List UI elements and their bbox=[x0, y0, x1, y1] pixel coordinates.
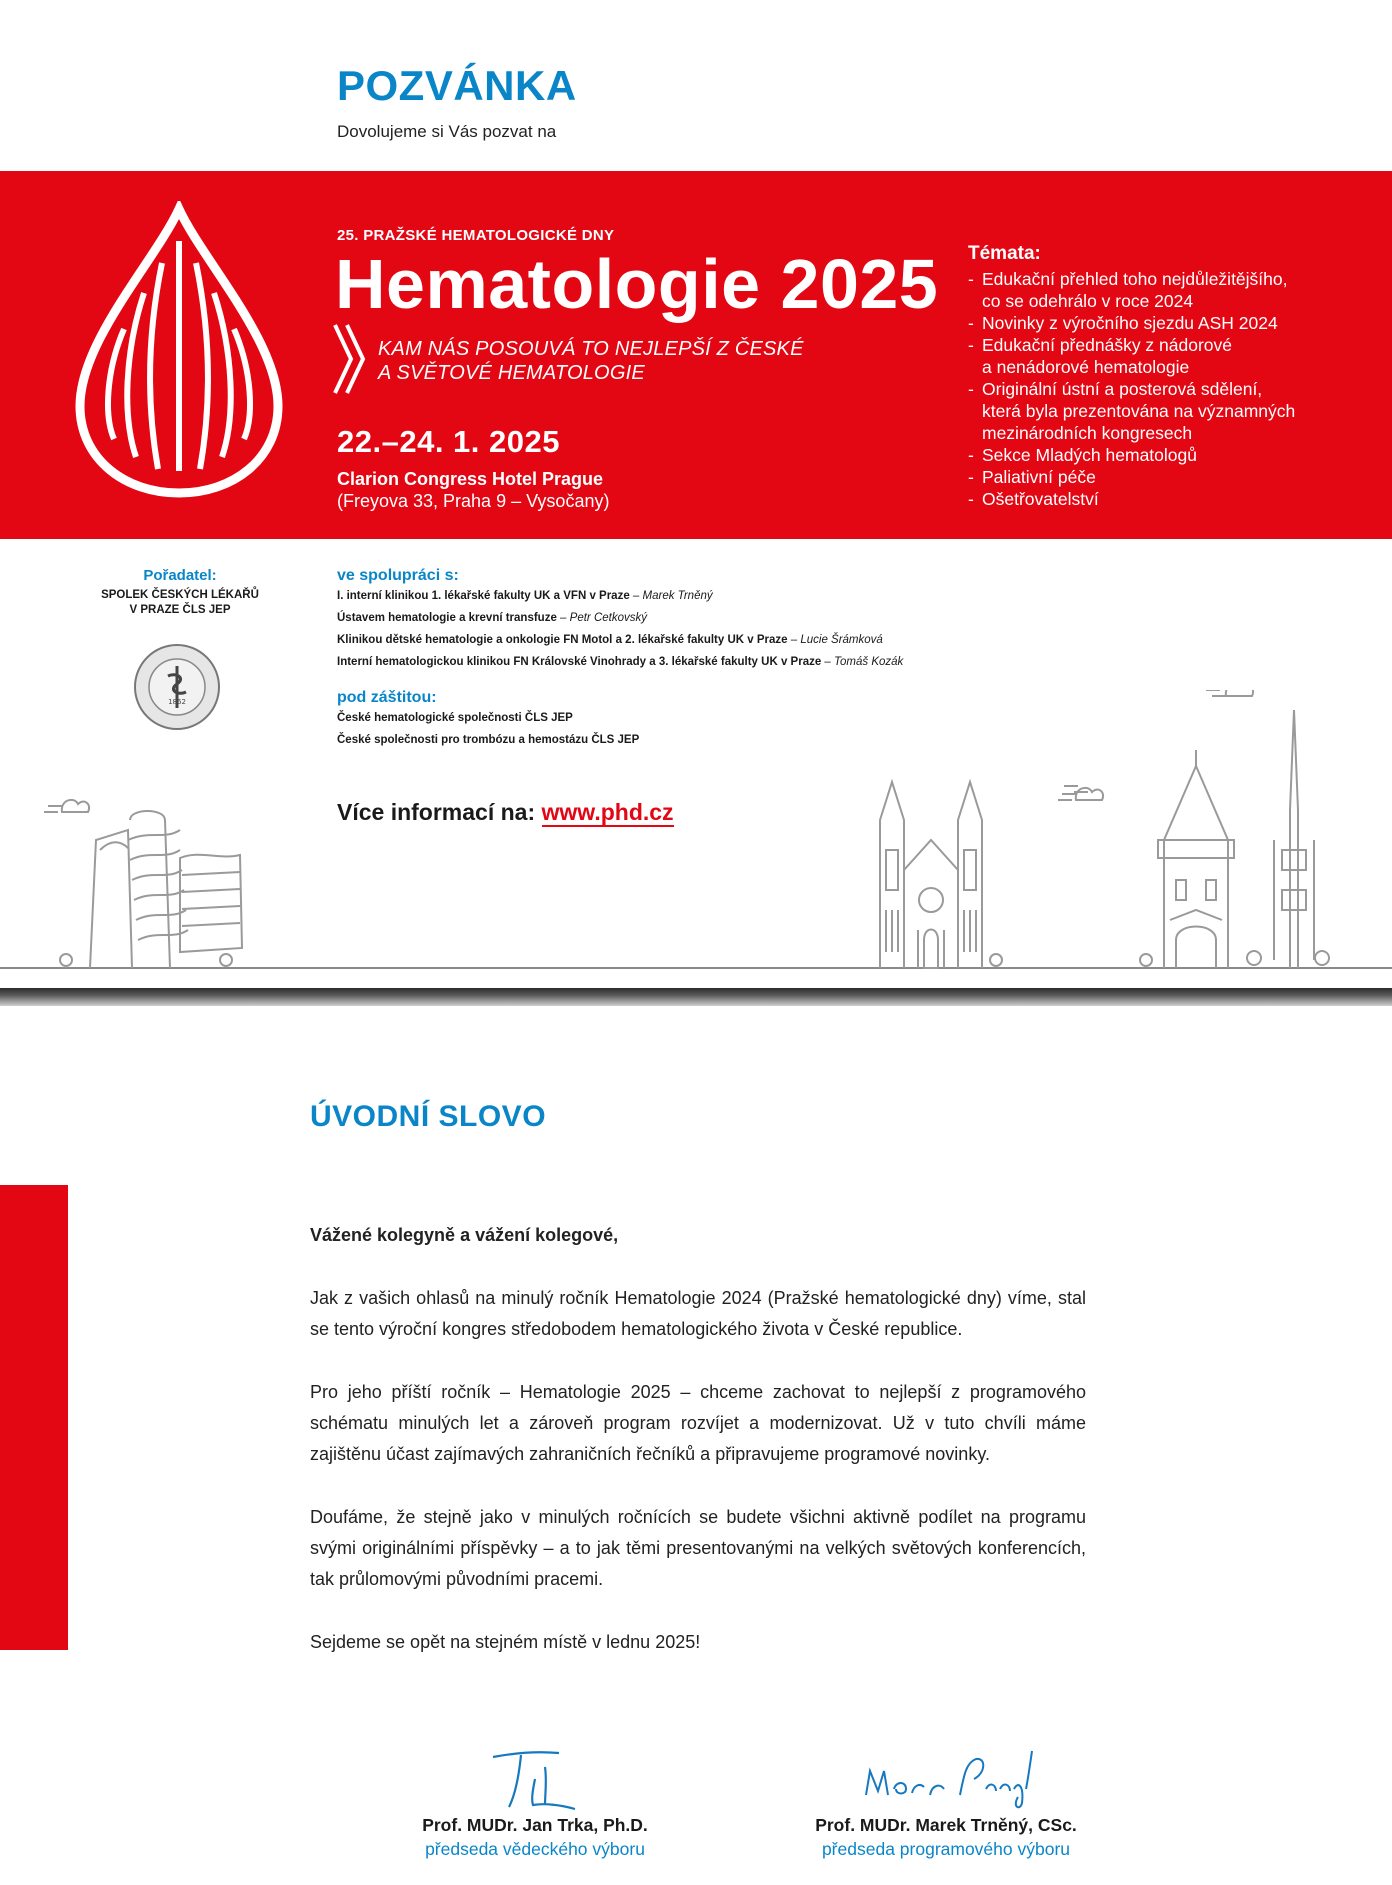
topic-item: - Novinky z výročního sjezdu ASH 2024 bbox=[968, 312, 1378, 334]
topics-panel bbox=[968, 243, 1378, 510]
signatory-name: Prof. MUDr. Marek Trněný, CSc. bbox=[815, 1815, 1077, 1835]
signatory-role: předseda vědeckého výboru bbox=[425, 1839, 645, 1859]
invitation-subtitle: Dovolujeme si Vás pozvat na bbox=[337, 122, 557, 141]
collaboration-row bbox=[337, 629, 903, 651]
double-chevron-icon bbox=[333, 321, 367, 397]
topic-item: - Originální ústní a posterová sdělení, bbox=[968, 378, 1378, 400]
tagline-line-2: A SVĚTOVÉ HEMATOLOGIE bbox=[378, 362, 645, 384]
collaboration-org: Ústavem hematologie a krevní transfuze bbox=[337, 612, 557, 624]
auspices-org: České hematologické společnosti ČLS JEP bbox=[337, 712, 573, 724]
collaboration-org: Interní hematologickou klinikou FN Královské Vinohrady a 3. lékařské fakulty UK v Praze bbox=[337, 656, 822, 668]
topic-item: co se odehrálo v roce 2024 bbox=[982, 291, 1194, 311]
topic-item: mezinárodních kongresech bbox=[982, 423, 1193, 443]
dash: – bbox=[787, 634, 801, 646]
letter-paragraph: Pro jeho příští ročník – Hematologie 2025 – chceme zachovat to nejlepší z programového schématu minulých let a zároveň program rozvíjet a modernizovat. Už v tuto chvíli máme zajištěnu účast zajímavých zahraničních řečníků a připravujeme programové novinky. bbox=[310, 1382, 1086, 1464]
signatory-role: předseda programového výboru bbox=[821, 1839, 1071, 1859]
collaboration-row bbox=[337, 585, 903, 607]
event-address: (Freyova 33, Praha 9 – Vysočany) bbox=[337, 491, 610, 511]
collaboration-org: I. interní klinikou 1. lékařské fakulty UK a VFN v Praze bbox=[337, 590, 630, 602]
collaboration-row bbox=[337, 651, 903, 673]
event-tagline bbox=[378, 337, 804, 385]
invitation-title: POZVÁNKA bbox=[337, 62, 577, 109]
more-info-label: Více informací na: bbox=[337, 799, 542, 825]
intro-letter bbox=[310, 1220, 1086, 1690]
handwritten-signature-icon bbox=[836, 1745, 1056, 1815]
topic-item: - Ošetřovatelství bbox=[968, 488, 1378, 510]
topic-item: která byla prezentována na významných bbox=[982, 401, 1296, 421]
svg-text:1862: 1862 bbox=[168, 698, 186, 706]
intro-title: ÚVODNÍ SLOVO bbox=[310, 1100, 547, 1133]
collaboration-person: Marek Trněný bbox=[642, 590, 713, 602]
event-dates: 22.–24. 1. 2025 bbox=[337, 424, 560, 459]
collaboration-label: ve spolupráci s: bbox=[337, 567, 459, 584]
collaboration-person: Petr Cetkovský bbox=[569, 612, 647, 624]
letter-paragraph: Jak z vašich ohlasů na minulý ročník Hematologie 2024 (Pražské hematologické dny) víme, stal se tento výroční kongres středobodem hematologického života v České republice. bbox=[310, 1288, 1086, 1339]
letter-paragraph: Sejdeme se opět na stejném místě v lednu 2025! bbox=[310, 1632, 701, 1652]
topic-item: - Edukační přehled toho nejdůležitějšího, bbox=[968, 268, 1378, 290]
topics-title: Témata: bbox=[968, 243, 1041, 264]
event-venue: Clarion Congress Hotel Prague bbox=[337, 469, 604, 489]
collaboration-block bbox=[337, 567, 903, 673]
blood-drop-icon bbox=[70, 201, 288, 501]
topic-item: a nenádorové hematologie bbox=[982, 357, 1190, 377]
decorative-red-bar bbox=[0, 1185, 68, 1650]
organizer-name-line-1: SPOLEK ČESKÝCH LÉKAŘŮ bbox=[101, 589, 259, 601]
collaboration-org: Klinikou dětské hematologie a onkologie FN Motol a 2. lékařské fakulty UK v Praze bbox=[337, 634, 788, 646]
website-link[interactable]: www.phd.cz bbox=[541, 799, 674, 825]
auspices-label: pod záštitou: bbox=[337, 689, 437, 706]
topic-item: - Sekce Mladých hematologů bbox=[968, 444, 1378, 466]
handwritten-signature-icon bbox=[475, 1745, 595, 1815]
topic-item: - Paliativní péče bbox=[968, 466, 1378, 488]
page-divider bbox=[0, 988, 1392, 1006]
letter-paragraph: Doufáme, že stejně jako v minulých ročnících se budete všichni aktivně podílet na programu svými originálními příspěvky – a to jak těmi presentovanými na velkých světových konferencích, tak průlomovými původními pracemi. bbox=[310, 1507, 1086, 1589]
signatory-name: Prof. MUDr. Jan Trka, Ph.D. bbox=[422, 1815, 648, 1835]
dash: – bbox=[556, 612, 570, 624]
signature-block bbox=[793, 1745, 1099, 1860]
tagline-line-1: KAM NÁS POSOUVÁ TO NEJLEPŠÍ Z ČESKÉ bbox=[378, 338, 804, 360]
event-edition: 25. PRAŽSKÉ HEMATOLOGICKÉ DNY bbox=[337, 227, 615, 244]
topics-list bbox=[968, 268, 1378, 510]
auspices-org: České společnosti pro trombózu a hemostázu ČLS JEP bbox=[337, 734, 640, 746]
topic-item: - Edukační přednášky z nádorové bbox=[968, 334, 1378, 356]
event-banner bbox=[0, 171, 1392, 539]
organizer-block bbox=[80, 567, 280, 618]
dash: – bbox=[821, 656, 835, 668]
collaboration-row bbox=[337, 607, 903, 629]
letter-greeting: Vážené kolegyně a vážení kolegové, bbox=[310, 1225, 619, 1245]
event-title: Hematologie 2025 bbox=[335, 245, 939, 323]
organizer-name-line-2: V PRAZE ČLS JEP bbox=[129, 604, 231, 616]
organizer-label: Pořadatel: bbox=[143, 567, 217, 584]
dash: – bbox=[629, 590, 643, 602]
signature-block bbox=[400, 1745, 670, 1860]
collaboration-person: Tomáš Kozák bbox=[834, 656, 904, 668]
collaboration-person: Lucie Šrámková bbox=[800, 634, 883, 646]
prague-skyline-icon bbox=[0, 690, 1392, 980]
